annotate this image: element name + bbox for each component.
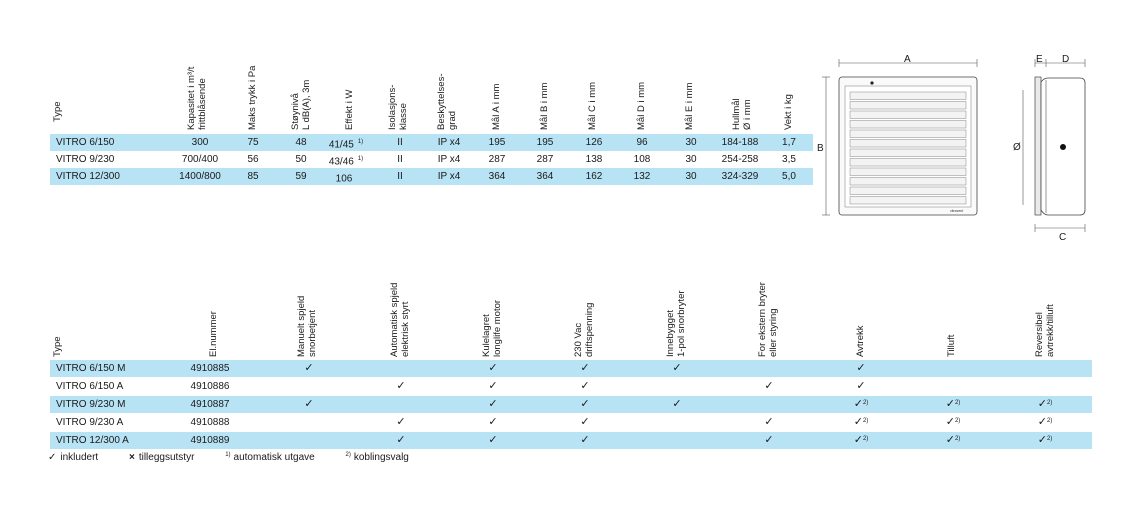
cell-voltage [580,378,589,395]
fan-front-view-diagram [812,50,992,230]
legend-note1: $^{1)}$ automatisk utgave [225,452,315,464]
cell-bearing [488,396,497,413]
cell-protection-value: IP x4 [437,171,461,182]
cell-b [537,151,554,168]
col-dima-header: Mål A i mm [491,83,502,130]
cell-noise [295,134,306,151]
cell-noise [295,151,306,168]
cell-type: VITRO 9/230 A [56,417,124,428]
col2-voltage-header: 230 Vac driftspenning [573,302,595,357]
cell-voltage [580,396,589,413]
louvre-slat [850,168,966,176]
check-icon: ✓ [853,416,863,428]
cell-auto [396,432,405,449]
check-icon: ✓ [488,434,498,446]
legend [48,452,437,463]
cell-e-value: 30 [685,171,697,182]
coupling-footnote-mark: 2) [862,436,869,442]
check-icon: ✓ [856,380,866,392]
cell-hole [722,134,759,151]
check-icon: ✓ [488,380,498,392]
check-icon: ✓ [580,416,590,428]
cell-exhaust [854,432,869,449]
louvre-slat [850,187,966,195]
louvre-slat [850,140,966,148]
dim-b-label: B [817,143,824,154]
louvre-slat [850,159,966,167]
cell-c [586,168,603,185]
cell-capacity [182,151,218,168]
check-icon: ✓ [853,398,863,410]
check-icon: ✓ [580,380,590,392]
cell-hole-value: 184-188 [721,137,759,148]
table-row [50,432,1092,449]
coupling-footnote-mark: 2) [954,400,961,406]
cell-reversible [1038,396,1053,413]
col-hole-header: Hullmål Ø i mm [731,98,753,130]
coupling-footnote-mark: 2) [954,418,961,424]
dim-e-label: E [1036,54,1043,65]
table-row [50,168,813,185]
col-power-header: Effekt i W [344,89,355,130]
cell-protection [438,151,461,168]
cell-insulation [397,151,403,168]
cell-e-value: 30 [685,154,697,165]
table-row [50,134,813,151]
cell-weight-value: 1,7 [782,137,796,148]
cell-protection-value: IP x4 [437,137,461,148]
cell-c-value: 138 [585,154,603,165]
check-icon: ✓ [488,416,498,428]
louvre-slat [850,92,966,100]
cell-type: VITRO 12/300 A [56,435,129,446]
cell-type: VITRO 6/150 A [56,381,124,392]
check-icon: ✓ [764,434,774,446]
cell-external [764,414,773,431]
cell-pressure-value: 75 [247,137,259,148]
cell-b-value: 195 [536,137,554,148]
louvre-slat [850,197,966,205]
cell-insulation-value: II [397,171,403,182]
table-row [50,378,1092,395]
cell-type: VITRO 12/300 [56,171,120,182]
table-row [50,414,1092,431]
cell-pullswitch [672,396,681,413]
cell-type: VITRO 9/230 M [56,399,126,410]
col-weight-header: Vekt i kg [783,94,794,130]
check-icon: ✓ [304,398,314,410]
coupling-footnote-mark: 2) [1046,436,1053,442]
dim-diameter-label: Ø [1013,142,1021,153]
coupling-footnote-mark: 2) [862,400,869,406]
check-icon: ✓ [764,416,774,428]
check-icon: ✓ [396,380,406,392]
cell-elnr [191,396,230,413]
cell-weight [782,134,796,151]
cell-b [537,168,554,185]
check-icon: ✓ [1037,398,1047,410]
cell-c-value: 126 [585,137,603,148]
cell-c [586,134,603,151]
col-dimd-header: Mål D i mm [636,81,647,130]
check-icon: ✓ [580,362,590,374]
cell-hole [722,168,759,185]
cell-elnr-value: 4910887 [190,399,230,410]
louvre-slat [850,149,966,157]
cell-d [634,168,651,185]
check-icon: ✓ [853,434,863,446]
check-icon: ✓ [1037,416,1047,428]
louvre-slat [850,102,966,110]
cell-power-value: 43/46 [328,156,354,168]
legend-accessory: × tilleggsutstyr [128,452,195,464]
cell-supply [946,414,961,431]
cell-elnr [191,378,230,395]
cell-power-value: 106 [335,173,353,185]
cell-type: VITRO 6/150 [56,137,115,148]
table-row [50,396,1092,413]
cell-insulation-value: II [397,154,403,165]
cell-d [636,134,647,151]
cell-a [489,168,506,185]
check-icon: ✓ [945,434,955,446]
cell-capacity-value: 300 [191,137,209,148]
cell-auto [396,378,405,395]
cell-insulation [397,134,403,151]
col-dimc-header: Mål C i mm [587,81,598,130]
cell-power [336,168,357,185]
cell-c-value: 162 [585,171,603,182]
col2-auto-header: Automatisk spjeld elektrisk styrt [389,282,411,357]
cell-weight [782,151,796,168]
cell-reversible [1038,414,1053,431]
cell-weight [782,168,796,185]
cell-elnr [191,360,230,377]
cell-bearing [488,432,497,449]
col-pressure-header: Maks trykk i Pa [247,65,258,130]
col-capacity-header: Kapasitet i m³/t frittblåsende [186,66,208,130]
cell-capacity [192,134,209,151]
cell-external [764,378,773,395]
check-icon: ✓ [580,398,590,410]
cell-elnr-value: 4910886 [190,381,230,392]
cell-e-value: 30 [685,137,697,148]
cell-noise [295,168,306,185]
cell-noise-value: 50 [295,154,307,165]
cell-bearing [488,378,497,395]
cell-pressure [247,134,258,151]
cell-noise-value: 48 [295,137,307,148]
cell-hole-value: 254-258 [721,154,759,165]
cell-c [586,151,603,168]
coupling-footnote-mark: 2) [954,436,961,442]
col2-external-header: For ekstern bryter eller styring [757,282,779,357]
check-icon: ✓ [945,416,955,428]
cell-insulation-value: II [397,137,403,148]
cell-elnr [191,432,230,449]
cell-a-value: 364 [488,171,506,182]
cell-d-value: 108 [633,154,651,165]
cell-a-value: 287 [488,154,506,165]
cell-exhaust [856,360,865,377]
cell-noise-value: 59 [295,171,307,182]
col2-type-header: Type [52,336,63,357]
cell-pressure [247,151,258,168]
louvre-slat [850,178,966,186]
check-icon: ✓ [764,380,774,392]
cell-hole-value: 324-329 [721,171,759,182]
cell-external [764,432,773,449]
cell-d-value: 96 [636,137,648,148]
cell-elnr [191,414,230,431]
check-icon: ✓ [672,398,682,410]
cell-voltage [580,432,589,449]
check-icon: ✓ [304,362,314,374]
col2-pullswitch-header: Innebygget 1-pol snorbryter [665,290,687,357]
coupling-footnote-mark: 2) [862,418,869,424]
check-icon: ✓ [856,362,866,374]
cell-bearing [488,414,497,431]
cell-pressure-value: 85 [247,171,259,182]
check-icon: ✓ [1037,434,1047,446]
check-icon: ✓ [488,398,498,410]
cell-auto [396,414,405,431]
cell-capacity-value: 1400/800 [179,171,221,182]
cell-pressure [247,168,258,185]
col-insulation-header: Isolasjons- klasse [387,84,409,130]
col-noise-header: Støynivå L dB(A), 3m [290,79,312,130]
check-icon: ✓ [945,398,955,410]
cell-pressure-value: 56 [247,154,259,165]
dim-a-label: A [904,54,911,65]
cell-elnr-value: 4910888 [190,417,230,428]
cell-voltage [580,360,589,377]
louvre-slat [850,130,966,138]
cell-pullswitch [672,360,681,377]
power-footnote-mark: 1) [357,156,364,162]
louvre-slat [850,111,966,119]
col-dime-header: Mål E i mm [684,82,695,130]
fan-side-view-diagram [1010,50,1110,240]
col-dimb-header: Mål B i mm [539,82,550,130]
cell-a [489,151,506,168]
dim-d-label: D [1062,54,1070,65]
cell-e [685,151,696,168]
coupling-footnote-mark: 2) [1046,418,1053,424]
cell-exhaust [856,378,865,395]
cell-bearing [488,360,497,377]
cell-hole [722,151,759,168]
cell-exhaust [854,396,869,413]
cell-b-value: 364 [536,171,554,182]
legend-included: ✓ inkludert [48,452,99,464]
table-row [50,151,813,168]
col2-bearing-header: Kulelagret longlife motor [481,299,503,357]
cell-type: VITRO 9/230 [56,154,115,165]
coupling-footnote-mark: 2) [1046,400,1053,406]
cell-elnr-value: 4910885 [190,363,230,374]
check-icon: ✓ [396,434,406,446]
cell-supply [946,396,961,413]
cell-b [537,134,554,151]
cell-protection [438,134,461,151]
col2-supply-header: Tilluft [946,334,957,357]
cell-reversible [1038,432,1053,449]
table-row [50,360,1092,377]
power-footnote-mark: 1) [357,139,364,145]
col2-reversible-header: Reversibel avtrekk/tilluft [1034,304,1056,357]
svg-text:vitravent: vitravent [950,209,964,213]
cell-protection-value: IP x4 [437,154,461,165]
cell-d [634,151,651,168]
col2-exhaust-header: Avtrekk [855,325,866,357]
louvre-slat [850,121,966,129]
check-icon: ✓ [396,416,406,428]
cell-insulation [397,168,403,185]
dim-c-label: C [1059,232,1067,243]
cell-e [685,134,696,151]
cell-e [685,168,696,185]
cell-b-value: 287 [536,154,554,165]
col2-manual-header: Manuelt spjeld snorbetjent [296,295,318,357]
cell-manual [304,360,313,377]
cell-a [489,134,506,151]
cell-power [329,134,363,151]
cell-protection [438,168,461,185]
cell-elnr-value: 4910889 [190,435,230,446]
cell-power-value: 41/45 [328,139,354,151]
cell-weight-value: 5,0 [782,171,796,182]
check-icon: ✓ [580,434,590,446]
check-icon: ✓ [488,362,498,374]
cell-power [329,151,363,168]
col-type-header: Type [52,101,63,122]
cell-d-value: 132 [633,171,651,182]
cell-type: VITRO 6/150 M [56,363,126,374]
legend-note2: $^{2)}$ koblingsvalg [345,452,409,464]
col-protection-header: Beskyttelses- grad [436,73,458,130]
col2-elnr-header: El.nummer [208,311,219,357]
check-icon: ✓ [672,362,682,374]
cell-voltage [580,414,589,431]
cell-capacity [179,168,221,185]
cell-exhaust [854,414,869,431]
cell-weight-value: 3,5 [782,154,796,165]
cell-supply [946,432,961,449]
cell-a-value: 195 [488,137,506,148]
cell-manual [304,396,313,413]
cell-capacity-value: 700/400 [181,154,219,165]
